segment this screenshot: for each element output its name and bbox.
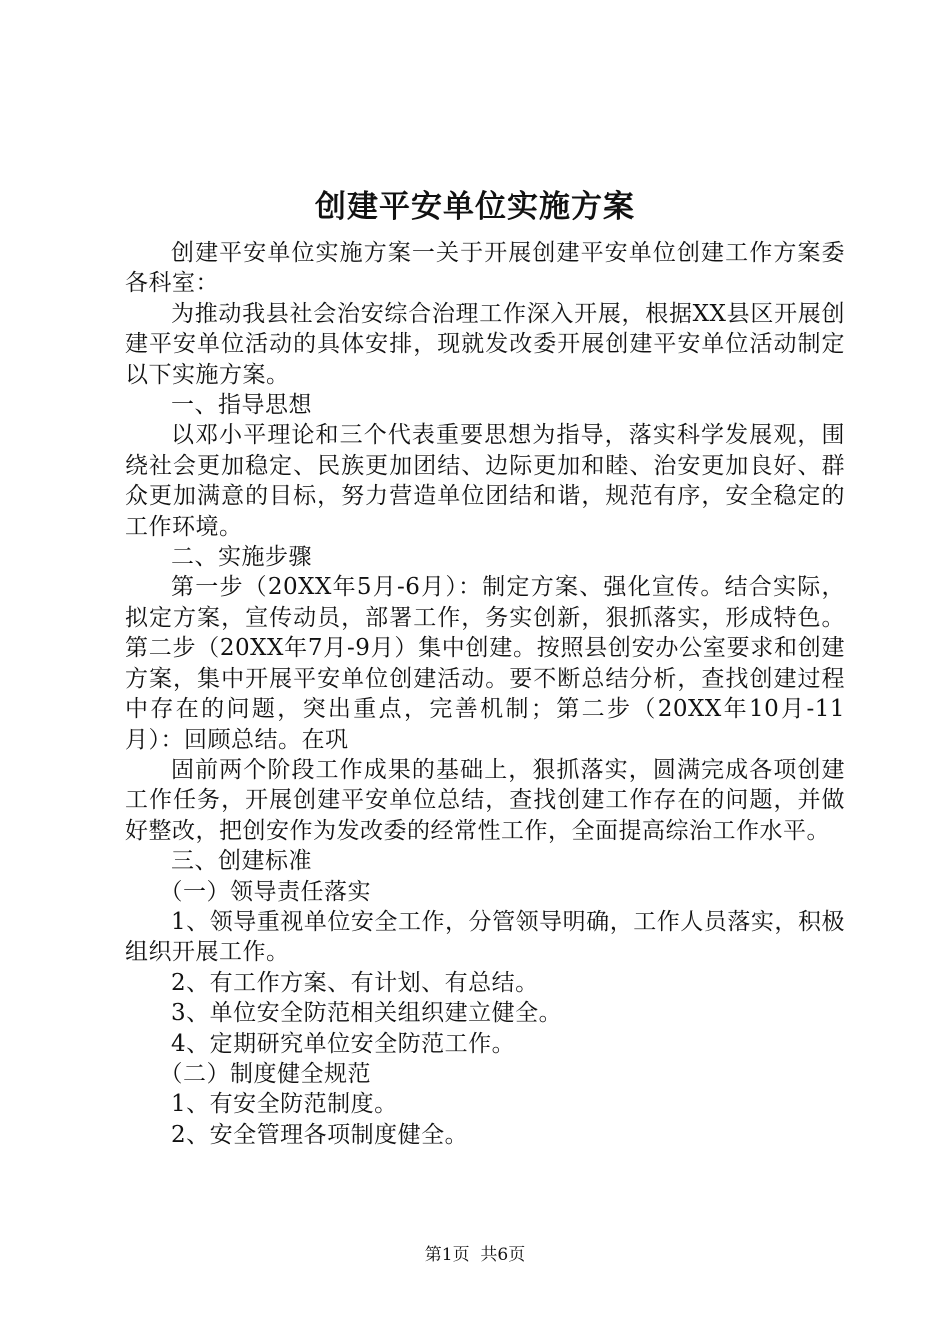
list-item: 1、有安全防范制度。	[171, 1091, 398, 1118]
subsection-heading-leadership: （一）领导责任落实	[159, 878, 371, 905]
section-heading-guiding-thought: 一、指导思想	[171, 392, 312, 419]
section-heading-standards: 三、创建标准	[171, 848, 312, 875]
paragraph-steps: 第一步（20XX年5月-6月）：制定方案、强化宣传。结合实际，拟定方案，宣传动员，部署工作，务实创新，狠抓落实，形成特色。第二步（20XX年7月-9月）集中创建。按照县创安办公室要求和创建方案，集中开展平安单位创建活动。要不断总结分析，查找创建过程中存在的问题，突出重点，完善机制；第二步（20XX年10月-11月）：回顾总结。在巩	[125, 574, 845, 753]
document-title: 创建平安单位实施方案	[315, 189, 635, 225]
paragraph-guiding-thought: 以邓小平理论和三个代表重要思想为指导，落实科学发展观，围绕社会更加稳定、民族更加团结、边际更加和睦、治安更加良好、群众更加满意的目标，努力营造单位团结和谐，规范有序，安全稳定的工作环境。	[125, 422, 845, 540]
list-item: 3、单位安全防范相关组织建立健全。	[171, 1000, 563, 1027]
document-body	[125, 238, 845, 1150]
section-heading-implementation-steps: 二、实施步骤	[171, 544, 312, 571]
paragraph-purpose: 为推动我县社会治安综合治理工作深入开展，根据XX县区开展创建平安单位活动的具体安排，现就发改委开展创建平安单位活动制定以下实施方案。	[125, 300, 845, 388]
list-item: 2、安全管理各项制度健全。	[171, 1121, 469, 1148]
paragraph-intro: 创建平安单位实施方案一关于开展创建平安单位创建工作方案委各科室：	[125, 240, 845, 297]
list-item: 2、有工作方案、有计划、有总结。	[171, 969, 539, 996]
list-item: 1、领导重视单位安全工作，分管领导明确，工作人员落实，积极组织开展工作。	[125, 908, 845, 966]
paragraph-steps-continued: 固前两个阶段工作成果的基础上，狠抓落实，圆满完成各项创建工作任务，开展创建平安单位总结，查找创建工作存在的问题，并做好整改，把创安作为发改委的经常性工作，全面提高综治工作水平。	[125, 756, 845, 844]
list-item: 4、定期研究单位安全防范工作。	[171, 1030, 516, 1057]
page-number: 第1页 共6页	[424, 1245, 526, 1265]
page-footer	[0, 1243, 950, 1267]
subsection-heading-rules: （二）制度健全规范	[159, 1060, 371, 1087]
